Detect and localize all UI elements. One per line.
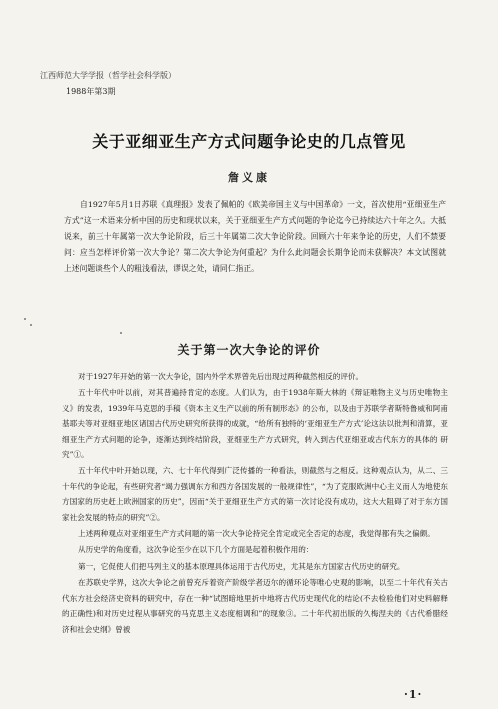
body-paragraph: 上述两种观点对亚细亚生产方式问题的第一次大争论持完全肯定或完全否定的态度，我觉得都有失之偏颇。 [78,529,435,539]
scan-speck [24,318,26,320]
article-abstract: 自1927年5月1日苏联《真理报》发表了佩帕的《欧美帝国主义与中国革命》一文，首次使用“亚细亚生产方式”这一术语来分析中国的历史和现状以来，关于亚细亚生产方式问题的争论迄今已持续达六十年之久。大抵说来，前三十年属第一次大争论阶段，后三十年属第二次大争论阶段。回顾六十年来争论的历史，人们不禁要问：应当怎样评价第一次大争论？第二次大争论为何重起？为什么此问题会长期争论而未获解决？本文试图就上述问题谈些个人的粗浅看法，谬误之处，请同仁指正。 [64,200,446,273]
body-paragraph: 第一，它促使人们把马列主义的基本原理具体运用于古代历史，尤其是东方国家古代历史的研究。 [78,561,405,571]
body-paragraph: 对于1927年开始的第一次大争论，国内外学术界曾先后出现过两种截然相反的评价。 [78,372,364,381]
body-paragraph: 五十年代中叶以前，对其普遍持肯定的态度。人们认为，由于1938年斯大林的《辩证唯物主义与历史唯物主义》的发表，1939年马克思的手稿《资本主义生产以前的所有制形态》的公布，以及由于苏联学者斯特鲁威和阿甫基耶夫等对亚细亚地区诸国古代历史研究所获得的成就，“给所有独特的‘亚细亚生产方式’论这法以批判和清算，亚细亚生产方式问题的论争，逐渐达到终结阶段，亚细亚生产方式研究，转入到古代亚细亚或古代东方的具体的 研究”①。 [62,388,448,460]
journal-name: 江西师范大学学报（哲学社会科学版） [40,71,176,80]
journal-issue: 1988年第3期 [66,87,116,96]
article-author: 詹义康 [228,171,270,184]
scan-speck [30,324,32,326]
section-body [62,369,448,638]
body-paragraph: 从历史学的角度看，这次争论至少在以下几个方面是起着积极作用的： [78,545,314,555]
body-paragraph: 在苏联史学界，这次大争论之前曾充斥着资产阶级学者迈尔的循环论等唯心史观的影响，以至二十年代有关古代东方社会经济史资料的研究中，存在一种“试图暗地里折中地将古代历史现代化的结论(不去检验他们对史料解释的正确性)和对历史过程从事研究的马克思主义态度相调和”的现象③。二十年代初出版的久梅涅夫的《古代希腊经济和社会史纲》曾被 [62,578,448,634]
scan-speck [120,332,122,334]
page-number: ·1· [404,688,423,701]
section-heading: 关于第一次大争论的评价 [177,343,321,357]
body-paragraph: 五十年代中叶开始以现，六、七十年代得到广泛传播的一种看法，则截然与之相反。这种观点认为，从二、三十年代的争论起，有些研究者“竭力强调东方和西方各国发展的一般规律性”，“为了克服欧洲中心主义而人为地使东方国家的历史赶上欧洲国家的历史”，因而“关于亚细亚生产方式的第一次讨论没有成功，这大大阻碍了对于东方国家社会发展的特点的研究”②。 [62,466,448,522]
article-title: 关于亚细亚生产方式问题争论史的几点管见 [92,132,406,151]
